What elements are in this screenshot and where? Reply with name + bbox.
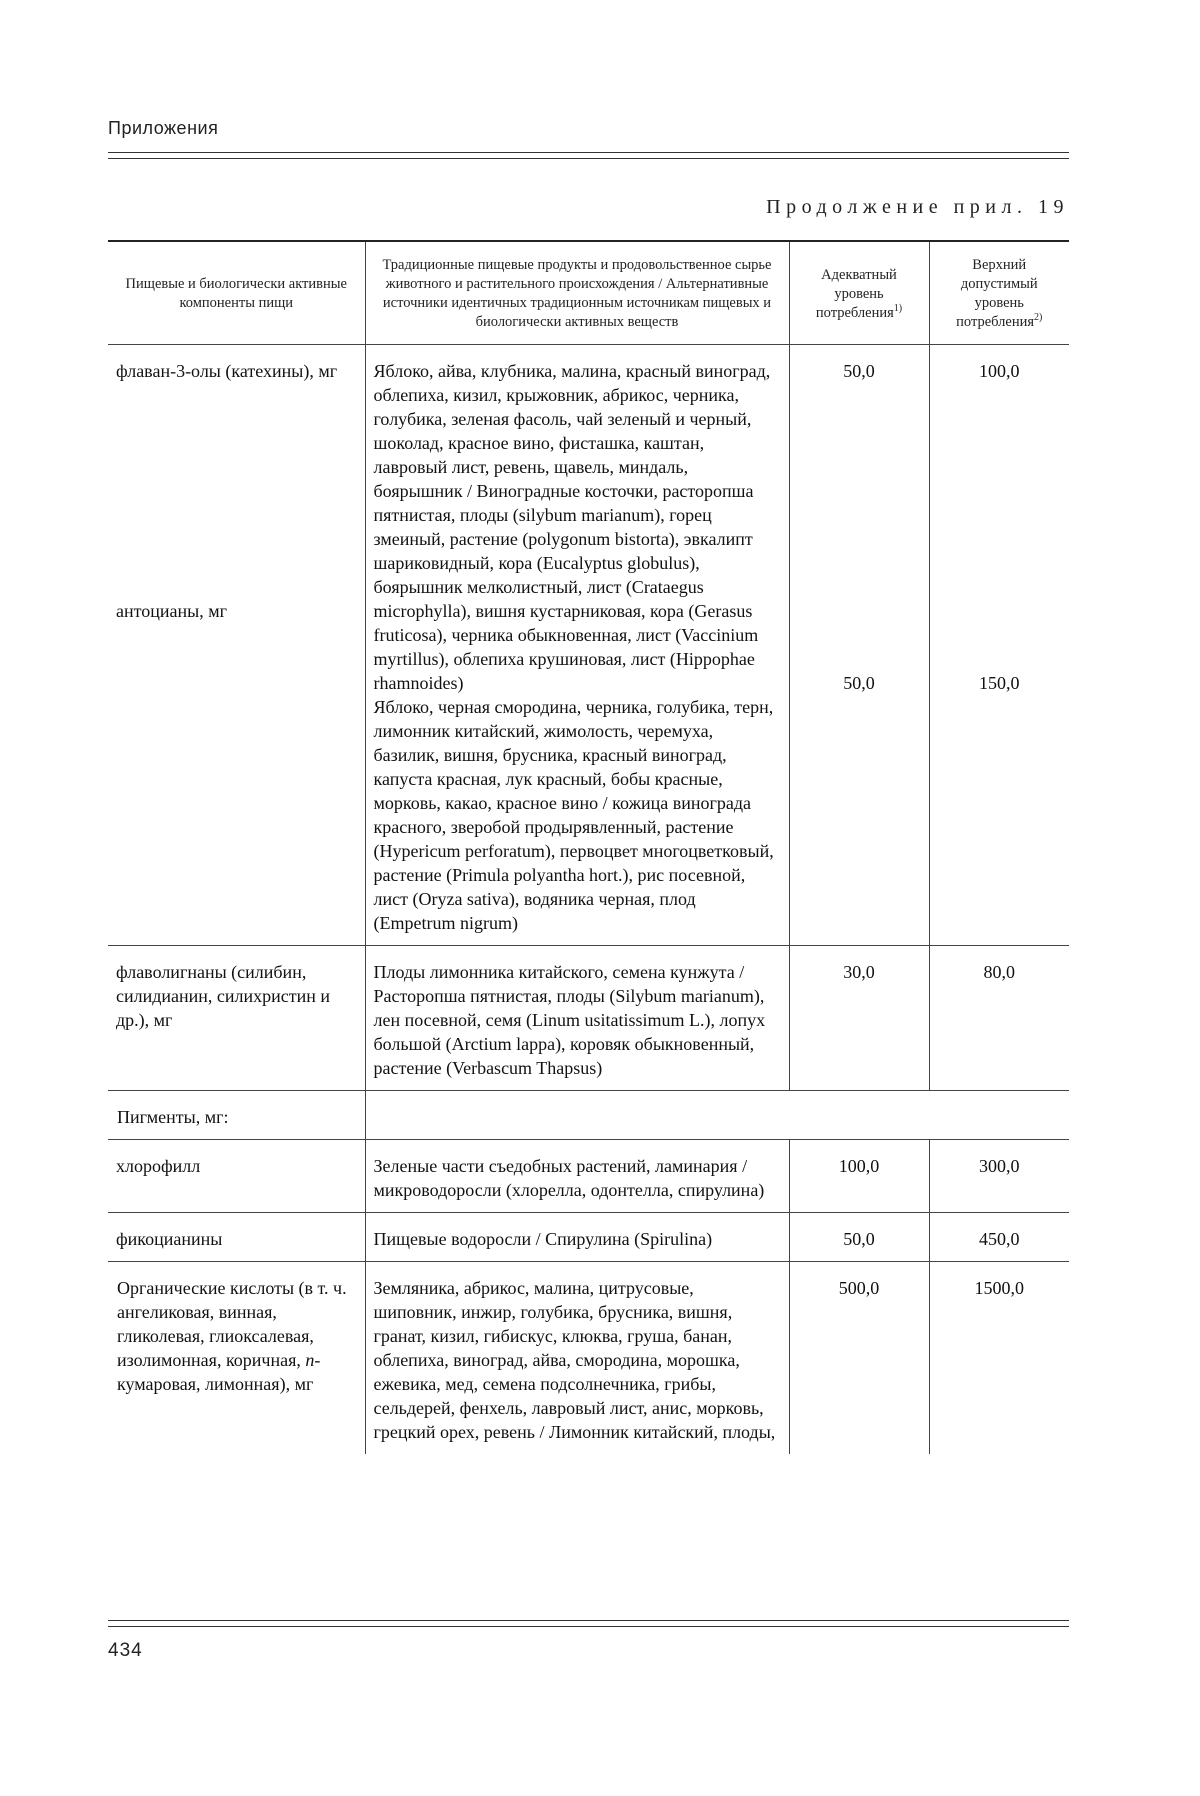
table-row xyxy=(108,946,1069,1091)
table-group-row xyxy=(108,1091,1069,1140)
column-header-component: Пищевые и биологически активные компоненты пищи xyxy=(125,276,347,311)
footnote-mark-2: 2) xyxy=(1034,312,1043,324)
adequate-value: 50,0 xyxy=(789,1213,929,1262)
page-number: 434 xyxy=(108,1640,143,1661)
sources-text: Земляника, абрикос, малина, цитрусовые, шиповник, инжир, голубика, брусника, вишня, гранат, кизил, гибискус, клюква, груша, банан, облепиха, виноград, айва, смородина, морошка, ежевика, мед, семена подсолнечника, грибы, сельдерей, фенхель, лавровый лист, анис, морковь, грецкий орех, ревень / Лимонник китайский, плоды, xyxy=(365,1262,789,1455)
column-header-adequate: Адекватный уровень потребления$^{1)}$ xyxy=(789,241,929,345)
upper-value: 150,0 xyxy=(979,673,1020,693)
running-title: Приложения xyxy=(108,118,219,138)
adequate-cell xyxy=(789,345,929,946)
group-label: Пигменты, мг: xyxy=(117,1107,229,1127)
adequate-value: 50,0 xyxy=(843,673,875,693)
sources-text: Яблоко, черная смородина, черника, голубика, терн, лимонник китайский, жимолость, черемуха, базилик, вишня, брусника, красный виноград, капуста красная, лук красный, бобы красные, морковь, какао, красное вино / кожица винограда красного, зверобой продырявленный, растение (Hypericum perforatum), первоцвет многоцветковый, растение (Primula polyantha hort.), рис посевной, лист (Oryza sativa), водяника черная, плод (Empetrum nigrum) xyxy=(373,697,774,933)
upper-value: 300,0 xyxy=(929,1140,1069,1213)
column-header-sources: Традиционные пищевые продукты и продовольственное сырье животного и растительного происхождения / Альтернативные источники идентичных традиционным источникам пищевых и биологически активных веществ xyxy=(365,241,789,345)
adequate-value: 50,0 xyxy=(843,361,875,381)
continuation-label: Продолжение прил. 19 xyxy=(766,196,1069,218)
component-name: флаван-3-олы (катехины), мг xyxy=(116,361,338,381)
sources-text: Зеленые части съедобных растений, ламинария / микроводоросли (хлорелла, одонтелла, спирулина) xyxy=(365,1140,789,1213)
table-row xyxy=(108,1262,1069,1455)
table-row xyxy=(108,1213,1069,1262)
upper-value: 80,0 xyxy=(929,946,1069,1091)
sources-text: Яблоко, айва, клубника, малина, красный виноград, облепиха, кизил, крыжовник, абрикос, черника, голубика, зеленая фасоль, чай зеленый и черный, шоколад, красное вино, фисташка, каштан, лавровый лист, ревень, щавель, миндаль, боярышник / Виноградные косточки, расторопша пятнистая, плоды (silybum marianum), горец змеиный, растение (polygonum bistorta), эвкалипт шариковидный, кора (Eucalyptus globulus), боярышник мелколистный, лист (Crataegus microphylla), вишня кустарниковая, кора (Gerasus fruticosa), черника обыкновенная, лист (Vaccinium myrtillus), облепиха крушиновая, лист (Hippophae rhamnoides) xyxy=(373,361,771,693)
footer-rule xyxy=(108,1620,1069,1627)
table-row xyxy=(108,1140,1069,1213)
sources-text: Пищевые водоросли / Спирулина (Spirulina) xyxy=(365,1213,789,1262)
nutrient-table xyxy=(108,240,1069,1454)
upper-value: 450,0 xyxy=(929,1213,1069,1262)
component-name: фикоцианины xyxy=(116,1229,223,1249)
column-header-upper: Верхний допустимый уровень потребления$^{2)}$ xyxy=(929,241,1069,345)
footnote-mark-1: 1) xyxy=(893,302,903,314)
upper-value: 100,0 xyxy=(979,361,1020,381)
upper-value: 1500,0 xyxy=(929,1262,1069,1455)
table-row xyxy=(108,345,1069,946)
adequate-value: 30,0 xyxy=(789,946,929,1091)
header-rule xyxy=(108,152,1069,159)
adequate-value: 100,0 xyxy=(789,1140,929,1213)
sources-text: Плоды лимонника китайского, семена кунжута / Расторопша пятнистая, плоды (Silybum marianum), лен посевной, семя (Linum usitatissimum L.), лопух большой (Arctium lappa), коровяк обыкновенный, растение (Verbascum Thapsus) xyxy=(365,946,789,1091)
table-header-row xyxy=(108,241,1069,345)
component-cell xyxy=(108,345,365,946)
component-name: антоцианы, мг xyxy=(116,601,228,621)
component-name: Органические кислоты (в т. ч. ангеликовая, винная, гликолевая, глиоксалевая, изолимонная, коричная, n-кумаровая, лимонная), мг xyxy=(117,1278,347,1394)
sources-cell xyxy=(365,345,789,946)
adequate-value: 500,0 xyxy=(789,1262,929,1455)
component-name: хлорофилл xyxy=(116,1156,201,1176)
upper-cell xyxy=(929,345,1069,946)
component-name: флаволигнаны (силибин, силидианин, силихристин и др.), мг xyxy=(116,962,331,1030)
